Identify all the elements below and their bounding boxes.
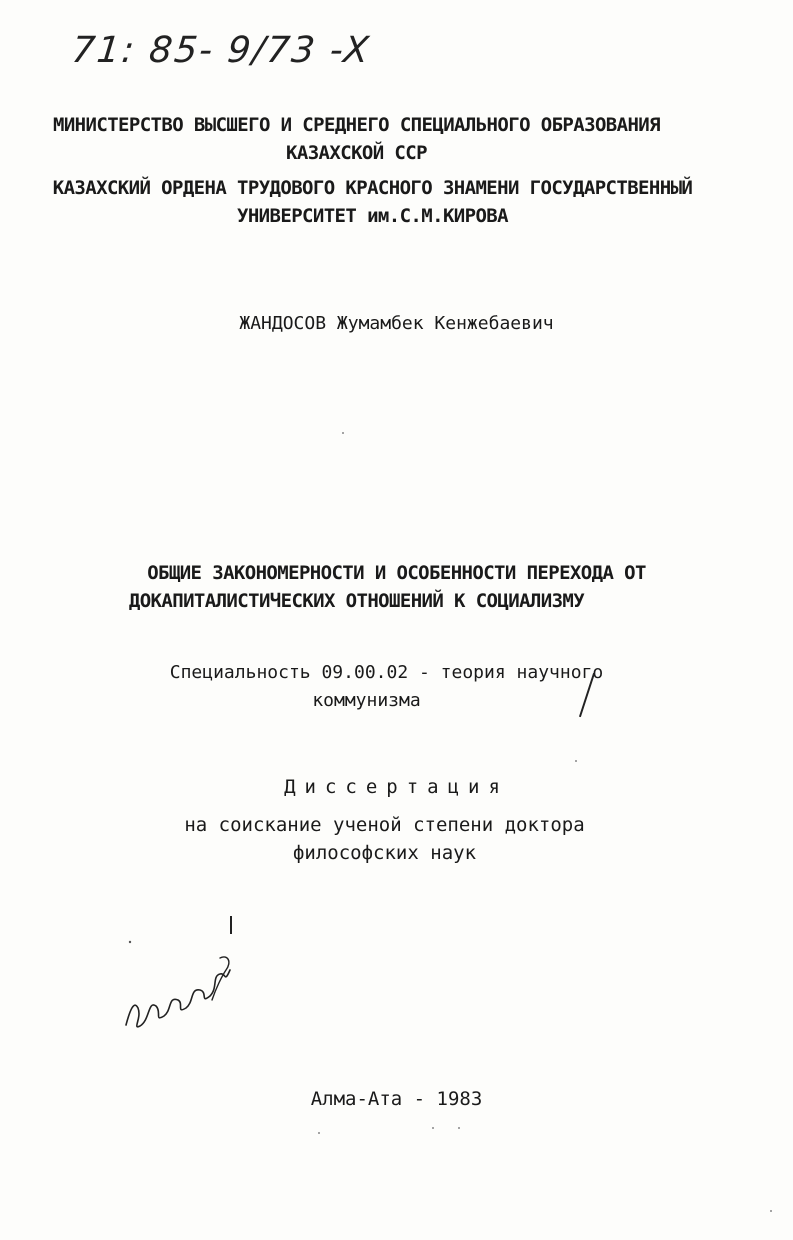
author-name: ЖАНДОСОВ Жумамбек Кенжебаевич [239, 313, 554, 334]
speck [458, 1127, 460, 1129]
specialty-line-1: Специальность 09.00.02 - теория научного [169, 662, 604, 683]
degree-line-1: на соискание ученой степени доктора [184, 814, 585, 836]
specialty-line-2: коммунизма [312, 690, 421, 711]
speck [432, 1127, 434, 1129]
speck [342, 432, 344, 434]
ministry-line-2: КАЗАХСКОЙ ССР [286, 142, 427, 164]
title-line-2: ДОКАПИТАЛИСТИЧЕСКИХ ОТНОШЕНИЙ К СОЦИАЛИЗМУ [128, 590, 585, 612]
speck [575, 760, 577, 762]
handwritten-catalog-number: 71: 85- 9/73 -X [69, 30, 373, 71]
university-line-1: КАЗАХСКИЙ ОРДЕНА ТРУДОВОГО КРАСНОГО ЗНАМЕНИ ГОСУДАРСТВЕННЫЙ [52, 177, 693, 199]
speck [770, 1210, 772, 1212]
speck [318, 1132, 320, 1134]
degree-line-2: философских наук [292, 842, 477, 864]
university-line-2: УНИВЕРСИТЕТ им.С.М.КИРОВА [237, 205, 508, 227]
handwritten-signature [120, 930, 240, 1040]
city-and-year: Алма-Ата - 1983 [310, 1088, 483, 1110]
ministry-line-1: МИНИСТЕРСТВО ВЫСШЕГО И СРЕДНЕГО СПЕЦИАЛЬНОГО ОБРАЗОВАНИЯ [53, 114, 660, 136]
dissertation-heading: Диссертация [284, 776, 509, 798]
title-line-1: ОБЩИЕ ЗАКОНОМЕРНОСТИ И ОСОБЕННОСТИ ПЕРЕХОДА ОТ [147, 562, 646, 584]
